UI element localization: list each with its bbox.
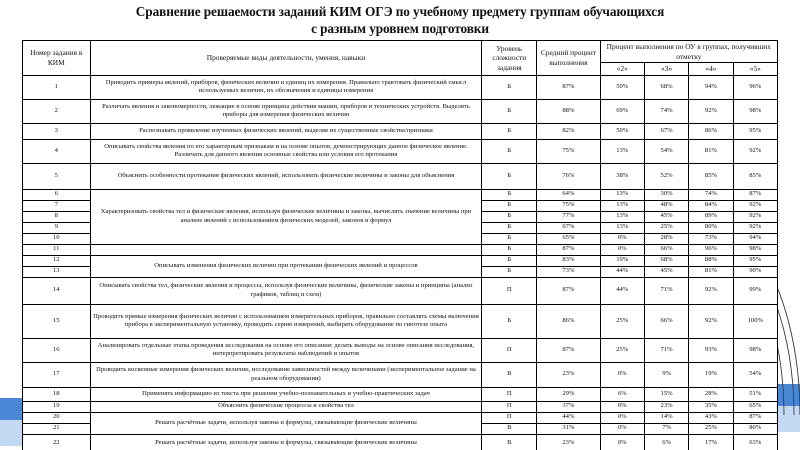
cell-grade-5: 98% [733, 338, 777, 362]
cell-average: 29% [537, 387, 600, 401]
title-line-2: с разным уровнем подготовки [311, 21, 489, 36]
header-description: Проверяемые виды деятельности, умения, навыки [90, 41, 482, 76]
cell-grade-2: 13% [600, 222, 644, 233]
cell-grade-4: 81% [689, 266, 733, 277]
cell-task-number: 22 [23, 434, 91, 450]
cell-grade-3: 45% [644, 211, 688, 222]
cell-grade-5: 95% [733, 255, 777, 266]
cell-average: 31% [537, 423, 600, 434]
cell-grade-2: 6% [600, 387, 644, 401]
table-body [23, 75, 778, 450]
cell-difficulty: Б [482, 233, 537, 244]
cell-difficulty: Б [482, 304, 537, 338]
cell-description: Распознавать проявление изученных физических явлений, выделяя их существенные свойства/признаки [90, 123, 482, 139]
cell-task-number: 13 [23, 266, 91, 277]
cell-grade-3: 7% [644, 423, 688, 434]
accent-segment-dark [778, 384, 800, 406]
cell-grade-3: 52% [644, 163, 688, 189]
cell-grade-5: 92% [733, 211, 777, 222]
accent-segment-light [778, 406, 800, 432]
cell-task-number: 20 [23, 412, 91, 423]
cell-description: Характеризовать свойства тел и физические явления, используя физические величины и законы, вычислять значение величины при анализе явлений с использованием физических моделей, законов и формул [90, 189, 482, 244]
title-line-1: Сравнение решаемости заданий КИМ ОГЭ по учебному предмету группам обучающихся [135, 4, 665, 19]
cell-grade-5: 92% [733, 222, 777, 233]
cell-task-number: 7 [23, 200, 91, 211]
results-table-container [22, 40, 778, 450]
cell-grade-2: 25% [600, 338, 644, 362]
cell-grade-5: 80% [733, 423, 777, 434]
cell-grade-3: 28% [644, 233, 688, 244]
accent-segment-dark [0, 398, 22, 420]
cell-average: 44% [537, 412, 600, 423]
cell-grade-5: 51% [733, 387, 777, 401]
cell-difficulty: Б [482, 75, 537, 99]
cell-grade-4: 92% [689, 277, 733, 304]
cell-task-number: 1 [23, 75, 91, 99]
header-average-percent: Средний процент выполнения [537, 41, 600, 76]
cell-average: 73% [537, 266, 600, 277]
cell-average: 75% [537, 139, 600, 163]
header-difficulty-level: Уровень сложности задания [482, 41, 537, 76]
header-task-number: Номер задания в КИМ [23, 41, 91, 76]
cell-grade-2: 13% [600, 139, 644, 163]
table-row [23, 362, 778, 387]
cell-description: Приводить примеры явлений, приборов, физических величин и единиц их измерения. Правильно трактовать физический смысл используемых величин, их обозначения и единицы измерения [90, 75, 482, 99]
cell-grade-4: 81% [689, 139, 733, 163]
cell-description: Описывать свойства тел, физические явления и процессы, используя физические величины, физические законы и принципы (анализ графиков, таблиц и схем) [90, 277, 482, 304]
cell-grade-3: 45% [644, 266, 688, 277]
cell-grade-3: 25% [644, 222, 688, 233]
cell-description [90, 244, 482, 255]
cell-task-number: 4 [23, 139, 91, 163]
header-group-span: Процент выполнения по ОУ в группах, получивших отметку [600, 41, 777, 63]
cell-difficulty: П [482, 338, 537, 362]
cell-grade-5: 92% [733, 139, 777, 163]
table-header [23, 41, 778, 76]
cell-difficulty: В [482, 434, 537, 450]
table-row [23, 434, 778, 450]
cell-grade-5: 90% [733, 266, 777, 277]
cell-grade-4: 28% [689, 387, 733, 401]
cell-difficulty: Б [482, 266, 537, 277]
cell-task-number: 21 [23, 423, 91, 434]
cell-grade-5: 65% [733, 401, 777, 412]
table-row [23, 123, 778, 139]
cell-grade-5: 87% [733, 189, 777, 200]
kim-results-table [22, 40, 778, 450]
cell-difficulty: Б [482, 255, 537, 266]
cell-average: 75% [537, 200, 600, 211]
cell-grade-4: 80% [689, 222, 733, 233]
cell-grade-2: 69% [600, 99, 644, 123]
cell-description: Проводить прямые измерения физических величин с использованием измерительных приборов, правильно составлять схемы включения прибора в экспериментальную установку, проводить серию измерений, выбирать оборудование по гипотезе опыта [90, 304, 482, 338]
cell-description: Описывать изменения физических величин при протекании физических явлений и процессов [90, 255, 482, 277]
cell-average: 23% [537, 434, 600, 450]
cell-grade-4: 35% [689, 401, 733, 412]
cell-grade-2: 0% [600, 434, 644, 450]
cell-grade-3: 15% [644, 387, 688, 401]
cell-grade-2: 44% [600, 266, 644, 277]
cell-grade-5: 96% [733, 75, 777, 99]
cell-grade-2: 25% [600, 304, 644, 338]
cell-grade-5: 54% [733, 362, 777, 387]
cell-difficulty: Б [482, 211, 537, 222]
cell-grade-4: 92% [689, 99, 733, 123]
cell-grade-4: 74% [689, 189, 733, 200]
cell-grade-4: 96% [689, 244, 733, 255]
cell-grade-3: 23% [644, 401, 688, 412]
cell-grade-3: 30% [644, 189, 688, 200]
table-row [23, 163, 778, 189]
cell-difficulty: Б [482, 244, 537, 255]
cell-grade-4: 92% [689, 304, 733, 338]
cell-difficulty: Б [482, 200, 537, 211]
cell-grade-2: 0% [600, 401, 644, 412]
table-row [23, 304, 778, 338]
cell-average: 88% [537, 99, 600, 123]
header-grade-2: «2» [600, 63, 644, 76]
cell-grade-5: 98% [733, 99, 777, 123]
cell-grade-3: 66% [644, 244, 688, 255]
cell-grade-3: 67% [644, 123, 688, 139]
cell-grade-2: 50% [600, 75, 644, 99]
table-row [23, 99, 778, 123]
cell-grade-3: 68% [644, 75, 688, 99]
cell-difficulty: Б [482, 189, 537, 200]
cell-grade-3: 74% [644, 99, 688, 123]
cell-task-number: 10 [23, 233, 91, 244]
cell-description: Объяснить особенности протекания физических явлений, использовать физические величины и законы для объяснения [90, 163, 482, 189]
table-row [23, 387, 778, 401]
cell-difficulty: П [482, 412, 537, 423]
cell-task-number: 6 [23, 189, 91, 200]
cell-grade-5: 99% [733, 277, 777, 304]
cell-description: Анализировать отдельные этапы проведения исследования на основе его описания: делать выводы на основе описания исследования, интерпретировать результаты наблюдений и опытов [90, 338, 482, 362]
cell-task-number: 14 [23, 277, 91, 304]
slide-title [0, 3, 800, 37]
cell-grade-5: 85% [733, 163, 777, 189]
cell-task-number: 12 [23, 255, 91, 266]
cell-description: Решать расчётные задачи, используя законы и формулы, связывающие физические величины [90, 412, 482, 434]
cell-grade-4: 85% [689, 163, 733, 189]
table-row [23, 255, 778, 266]
cell-grade-2: 13% [600, 200, 644, 211]
cell-grade-3: 9% [644, 362, 688, 387]
table-row [23, 401, 778, 412]
cell-description: Решать расчётные задачи, используя законы и формулы, связывающие физические величины [90, 434, 482, 450]
cell-average: 67% [537, 222, 600, 233]
header-grade-3: «3» [644, 63, 688, 76]
cell-grade-4: 89% [689, 211, 733, 222]
cell-grade-2: 0% [600, 362, 644, 387]
cell-grade-3: 68% [644, 255, 688, 266]
table-row [23, 277, 778, 304]
left-accent-bar [0, 398, 22, 446]
cell-grade-2: 0% [600, 412, 644, 423]
cell-grade-2: 38% [600, 163, 644, 189]
cell-grade-3: 54% [644, 139, 688, 163]
cell-task-number: 19 [23, 401, 91, 412]
cell-grade-2: 50% [600, 123, 644, 139]
cell-grade-3: 66% [644, 304, 688, 338]
cell-task-number: 8 [23, 211, 91, 222]
cell-difficulty: Б [482, 139, 537, 163]
cell-grade-5: 87% [733, 412, 777, 423]
cell-grade-5: 95% [733, 123, 777, 139]
cell-grade-3: 14% [644, 412, 688, 423]
cell-grade-2: 19% [600, 255, 644, 266]
cell-grade-4: 73% [689, 233, 733, 244]
cell-description: Применять информацию из текста при решении учебно-познавательных и учебно-практических задач [90, 387, 482, 401]
cell-average: 76% [537, 163, 600, 189]
cell-grade-2: 13% [600, 211, 644, 222]
cell-grade-4: 86% [689, 123, 733, 139]
cell-grade-4: 94% [689, 75, 733, 99]
cell-average: 82% [537, 123, 600, 139]
cell-average: 37% [537, 401, 600, 412]
cell-description: Проводить косвенные измерения физических величин, исследование зависимостей между величинами (экспериментальное задание на реальном оборудовании) [90, 362, 482, 387]
cell-average: 87% [537, 244, 600, 255]
cell-task-number: 3 [23, 123, 91, 139]
cell-grade-5: 98% [733, 244, 777, 255]
cell-grade-4: 17% [689, 434, 733, 450]
right-accent-bar [778, 384, 800, 432]
table-row [23, 75, 778, 99]
cell-task-number: 2 [23, 99, 91, 123]
cell-grade-2: 13% [600, 189, 644, 200]
table-row [23, 189, 778, 200]
cell-grade-4: 25% [689, 423, 733, 434]
cell-task-number: 5 [23, 163, 91, 189]
header-row-main [23, 41, 778, 63]
cell-difficulty: П [482, 387, 537, 401]
cell-difficulty: В [482, 362, 537, 387]
cell-average: 87% [537, 75, 600, 99]
cell-task-number: 15 [23, 304, 91, 338]
cell-average: 65% [537, 233, 600, 244]
cell-average: 83% [537, 255, 600, 266]
cell-grade-3: 71% [644, 277, 688, 304]
cell-average: 87% [537, 277, 600, 304]
cell-difficulty: Б [482, 163, 537, 189]
cell-grade-3: 48% [644, 200, 688, 211]
cell-grade-4: 84% [689, 200, 733, 211]
cell-difficulty: П [482, 401, 537, 412]
cell-difficulty: Б [482, 222, 537, 233]
table-row [23, 244, 778, 255]
cell-grade-2: 0% [600, 423, 644, 434]
cell-task-number: 16 [23, 338, 91, 362]
cell-average: 64% [537, 189, 600, 200]
table-row [23, 412, 778, 423]
cell-average: 77% [537, 211, 600, 222]
cell-grade-5: 100% [733, 304, 777, 338]
cell-grade-4: 88% [689, 255, 733, 266]
cell-grade-5: 92% [733, 200, 777, 211]
cell-grade-5: 94% [733, 233, 777, 244]
cell-difficulty: Б [482, 123, 537, 139]
header-grade-5: «5» [733, 63, 777, 76]
cell-average: 87% [537, 338, 600, 362]
cell-task-number: 17 [23, 362, 91, 387]
cell-grade-2: 0% [600, 233, 644, 244]
cell-description: Описывать свойства явления по его характерным признакам и на основе опытов, демонстрирующих данное физическое явление. Различать для данного явления основные свойства или условия его протекания [90, 139, 482, 163]
cell-grade-3: 6% [644, 434, 688, 450]
cell-grade-2: 0% [600, 244, 644, 255]
cell-task-number: 18 [23, 387, 91, 401]
cell-task-number: 9 [23, 222, 91, 233]
cell-grade-3: 71% [644, 338, 688, 362]
cell-grade-5: 63% [733, 434, 777, 450]
cell-difficulty: В [482, 423, 537, 434]
cell-grade-4: 93% [689, 338, 733, 362]
accent-segment-light [0, 420, 22, 446]
header-grade-4: «4» [689, 63, 733, 76]
cell-difficulty: П [482, 277, 537, 304]
cell-description: Различать явления и закономерности, лежащие в основе принципа действия машин, приборов и технических устройств. Выделять приборы для измерения физических величин [90, 99, 482, 123]
cell-grade-4: 43% [689, 412, 733, 423]
cell-grade-2: 44% [600, 277, 644, 304]
cell-description: Объяснить физические процессы и свойства тел [90, 401, 482, 412]
cell-task-number: 11 [23, 244, 91, 255]
cell-grade-4: 19% [689, 362, 733, 387]
cell-average: 86% [537, 304, 600, 338]
table-row [23, 338, 778, 362]
table-row [23, 139, 778, 163]
cell-average: 23% [537, 362, 600, 387]
cell-difficulty: Б [482, 99, 537, 123]
